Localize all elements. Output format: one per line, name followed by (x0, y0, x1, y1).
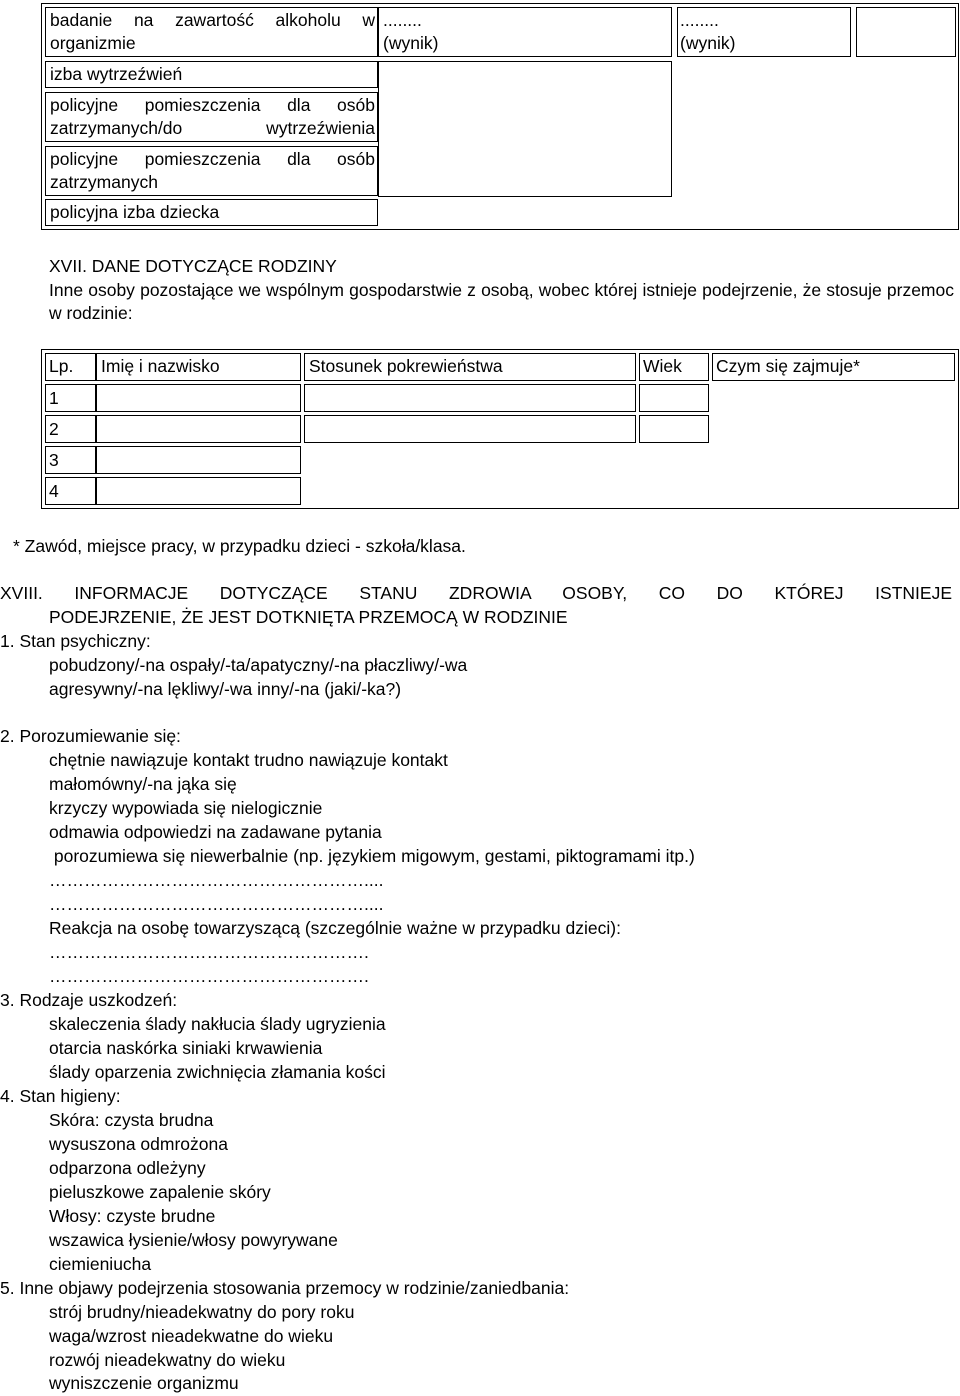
item-4-line: wysuszona odmrożona (49, 1134, 228, 1154)
family-header-name (96, 353, 301, 381)
tests-row-2-empty[interactable] (378, 61, 672, 197)
family-row-2-age[interactable] (639, 415, 709, 443)
tests-row-1-result-2[interactable] (677, 7, 851, 57)
family-row-4-name[interactable] (96, 477, 301, 505)
item-3-line: skaleczenia ślady nakłucia ślady ugryzienia (49, 1014, 386, 1034)
tests-row-1-label-cell (45, 7, 378, 57)
family-row-2-name[interactable] (96, 415, 301, 443)
item-2-dots-line[interactable]: ………………………………………………. (49, 942, 369, 962)
family-row-4-lp (45, 477, 96, 505)
tests-row-2-label-cell (45, 61, 378, 88)
tests-row-3-label: policyjne pomieszczenia dla osób zatrzymanych/do wytrzeźwienia (50, 95, 375, 138)
item-3-line: ślady oparzenia zwichnięcia złamania kości (49, 1062, 386, 1082)
item-2-heading: 2. Porozumiewanie się: (0, 726, 181, 746)
tests-row-5-label: policyjna izba dziecka (50, 202, 220, 222)
item-5-line: strój brudny/nieadekwatny do pory roku (49, 1302, 355, 1322)
family-header-lp-text: Lp. (49, 356, 74, 376)
family-row-1-lp-text: 1 (49, 388, 59, 408)
tests-row-3-label-cell (45, 92, 378, 142)
item-4-line: Włosy: czyste brudne (49, 1206, 216, 1226)
tests-row-1-empty[interactable] (856, 7, 956, 57)
family-row-2-relation[interactable] (304, 415, 636, 443)
item-4-line: Skóra: czysta brudna (49, 1110, 214, 1130)
tests-row-5-label-cell (45, 199, 378, 226)
family-header-lp (45, 353, 96, 381)
item-3-heading: 3. Rodzaje uszkodzeń: (0, 990, 178, 1010)
item-4-line: ciemieniucha (49, 1254, 152, 1274)
family-row-1-age[interactable] (639, 384, 709, 412)
family-row-3-lp (45, 446, 96, 474)
family-row-1-name[interactable] (96, 384, 301, 412)
family-row-1-relation[interactable] (304, 384, 636, 412)
item-2-dots-line[interactable]: ………………………………………………. (49, 966, 369, 986)
item-3-line: otarcia naskórka siniaki krwawienia (49, 1038, 323, 1058)
item-2-line: małomówny/-na jąka się (49, 774, 237, 794)
item-1-line: agresywny/-na lękliwy/-wa inny/-na (jaki/-ka?) (49, 679, 402, 699)
item-2-line: odmawia odpowiedzi na zadawane pytania (49, 822, 382, 842)
family-row-1-lp (45, 384, 96, 412)
section-18-title-line-2: PODEJRZENIE, ŻE JEST DOTKNIĘTA PRZEMOCĄ W RODZINIE (49, 607, 568, 627)
item-2-line: porozumiewa się niewerbalnie (np. językiem migowym, gestami, piktogramami itp.) (49, 846, 695, 866)
family-header-relation (304, 353, 636, 381)
item-2-line: chętnie nawiązuje kontakt trudno nawiązuje kontakt (49, 750, 448, 770)
item-5-line: waga/wzrost nieadekwatne do wieku (49, 1326, 334, 1346)
tests-row-2-label: izba wytrzeźwień (50, 64, 183, 84)
item-2-dots-line[interactable]: ……………………………………………….... (49, 870, 384, 890)
section-17-title: XVII. DANE DOTYCZĄCE RODZINY (49, 256, 337, 276)
family-header-name-text: Imię i nazwisko (101, 356, 220, 376)
item-1-line: pobudzony/-na ospały/-ta/apatyczny/-na płaczliwy/-wa (49, 655, 468, 675)
family-footnote: * Zawód, miejsce pracy, w przypadku dzieci - szkoła/klasa. (13, 536, 466, 556)
family-row-2-lp (45, 415, 96, 443)
family-row-3-lp-text: 3 (49, 450, 59, 470)
section-18-title-line-1: XVIII. INFORMACJE DOTYCZĄCE STANU ZDROWIA OSOBY, CO DO KTÓREJ ISTNIEJE (0, 583, 952, 603)
family-row-2-lp-text: 2 (49, 419, 59, 439)
item-5-line: rozwój nieadekwatny do wieku (49, 1350, 286, 1370)
tests-row-1-result-1[interactable] (378, 7, 672, 57)
tests-row-1-label: badanie na zawartość alkoholu w organizmie (50, 10, 375, 53)
item-5-heading: 5. Inne objawy podejrzenia stosowania przemocy w rodzinie/zaniedbania: (0, 1278, 570, 1298)
item-4-heading: 4. Stan higieny: (0, 1086, 121, 1106)
family-header-age-text: Wiek (643, 356, 682, 376)
family-row-4-lp-text: 4 (49, 481, 59, 501)
tests-row-1-result-1-text: ........ (wynik) (383, 10, 439, 53)
section-17-intro: Inne osoby pozostające we wspólnym gospodarstwie z osobą, wobec której istnieje podejrzenie, że stosuje przemoc w rodzinie: (49, 280, 954, 323)
tests-row-1-result-2-text: ........ (wynik) (680, 10, 736, 53)
item-2-line: Reakcja na osobę towarzyszącą (szczególnie ważne w przypadku dzieci): (49, 918, 621, 938)
item-4-line: pieluszkowe zapalenie skóry (49, 1182, 271, 1202)
item-2-line: krzyczy wypowiada się nielogicznie (49, 798, 323, 818)
family-header-age (639, 353, 709, 381)
item-4-line: odparzona odleżyny (49, 1158, 206, 1178)
item-1-heading: 1. Stan psychiczny: (0, 631, 151, 651)
tests-row-4-label: policyjne pomieszczenia dla osób zatrzymanych (50, 149, 375, 192)
tests-row-4-label-cell (45, 146, 378, 196)
item-2-dots-line[interactable]: ……………………………………………….... (49, 894, 384, 914)
family-header-relation-text: Stosunek pokrewieństwa (309, 356, 503, 376)
item-4-line: wszawica łysienie/włosy powyrywane (49, 1230, 338, 1250)
item-5-line: wyniszczenie organizmu (49, 1373, 239, 1393)
family-header-occupation-text: Czym się zajmuje* (716, 356, 860, 376)
family-row-3-name[interactable] (96, 446, 301, 474)
family-header-occupation (712, 353, 955, 381)
